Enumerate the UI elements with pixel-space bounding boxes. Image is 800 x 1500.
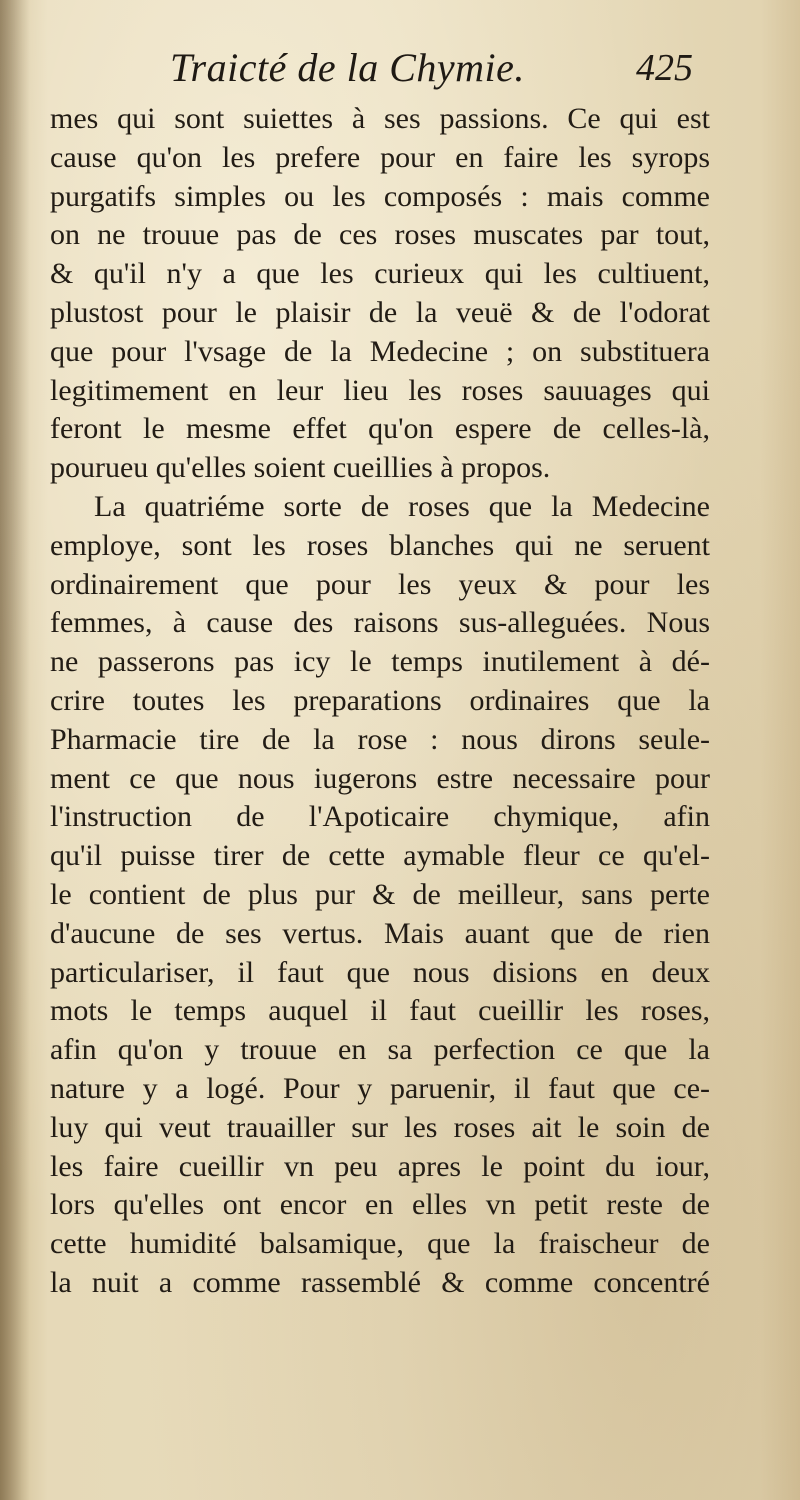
text-line: plustost pour le plaisir de la veuë & de l'odorat xyxy=(50,295,710,329)
text-line: nature y a logé. Pour y paruenir, il faut que ce- xyxy=(50,1071,710,1105)
text-line: purgatifs simples ou les composés : mais comme xyxy=(50,179,710,213)
text-line: l'instruction de l'Apoticaire chymique, afin xyxy=(50,800,710,834)
text-line: d'aucune de ses vertus. Mais auant que de rien xyxy=(50,916,710,950)
text-line: la nuit a comme rassemblé & comme concentré xyxy=(50,1265,710,1299)
text-line: cette humidité balsamique, que la fraischeur de xyxy=(50,1227,710,1261)
text-line: lors qu'elles ont encor en elles vn petit reste de xyxy=(50,1188,710,1222)
text-line: particulariser, il faut que nous disions en deux xyxy=(50,955,710,989)
text-line: luy qui veut trauailler sur les roses ait le soin de xyxy=(50,1110,710,1144)
page-number: 425 xyxy=(636,47,693,89)
text-line: employe, sont les roses blanches qui ne seruent xyxy=(50,528,710,562)
text-line: on ne trouue pas de ces roses muscates par tout, xyxy=(50,218,710,252)
text-line: pourueu qu'elles soient cueillies à propos. xyxy=(50,451,551,485)
text-line: Pharmacie tire de la rose : nous dirons seule- xyxy=(50,722,710,756)
text-line: les faire cueillir vn peu apres le point du iour, xyxy=(50,1149,710,1183)
running-title: Traicté de la Chymie. xyxy=(170,45,525,90)
text-line: ne passerons pas icy le temps inutilement à dé- xyxy=(50,645,710,679)
gutter-shadow xyxy=(0,0,30,1500)
text-line: cause qu'on les prefere pour en faire les syrops xyxy=(50,140,710,174)
text-line: mots le temps auquel il faut cueillir les roses, xyxy=(50,994,710,1028)
page-header xyxy=(0,44,800,104)
text-line: ordinairement que pour les yeux & pour les xyxy=(50,567,710,601)
text-line: mes qui sont suiettes à ses passions. Ce qui est xyxy=(50,102,710,135)
text-line: que pour l'vsage de la Medecine ; on substituera xyxy=(50,334,710,368)
text-line: le contient de plus pur & de meilleur, sans perte xyxy=(50,877,710,911)
text-line: qu'il puisse tirer de cette aymable fleur ce qu'el- xyxy=(50,839,710,873)
body-text xyxy=(50,100,710,1303)
text-line: afin qu'on y trouue en sa perfection ce que la xyxy=(50,1033,710,1067)
text-line: ment ce que nous iugerons estre necessaire pour xyxy=(50,761,710,795)
text-line: feront le mesme effet qu'on espere de celles-là, xyxy=(50,412,710,446)
text-line: legitimement en leur lieu les roses sauuages qui xyxy=(50,373,710,407)
text-line: La quatriéme sorte de roses que la Medecine xyxy=(94,489,710,523)
text-line: femmes, à cause des raisons sus-alleguées. Nous xyxy=(50,606,710,640)
text-line: crire toutes les preparations ordinaires que la xyxy=(50,683,710,717)
text-line: & qu'il n'y a que les curieux qui les cultiuent, xyxy=(50,257,710,291)
